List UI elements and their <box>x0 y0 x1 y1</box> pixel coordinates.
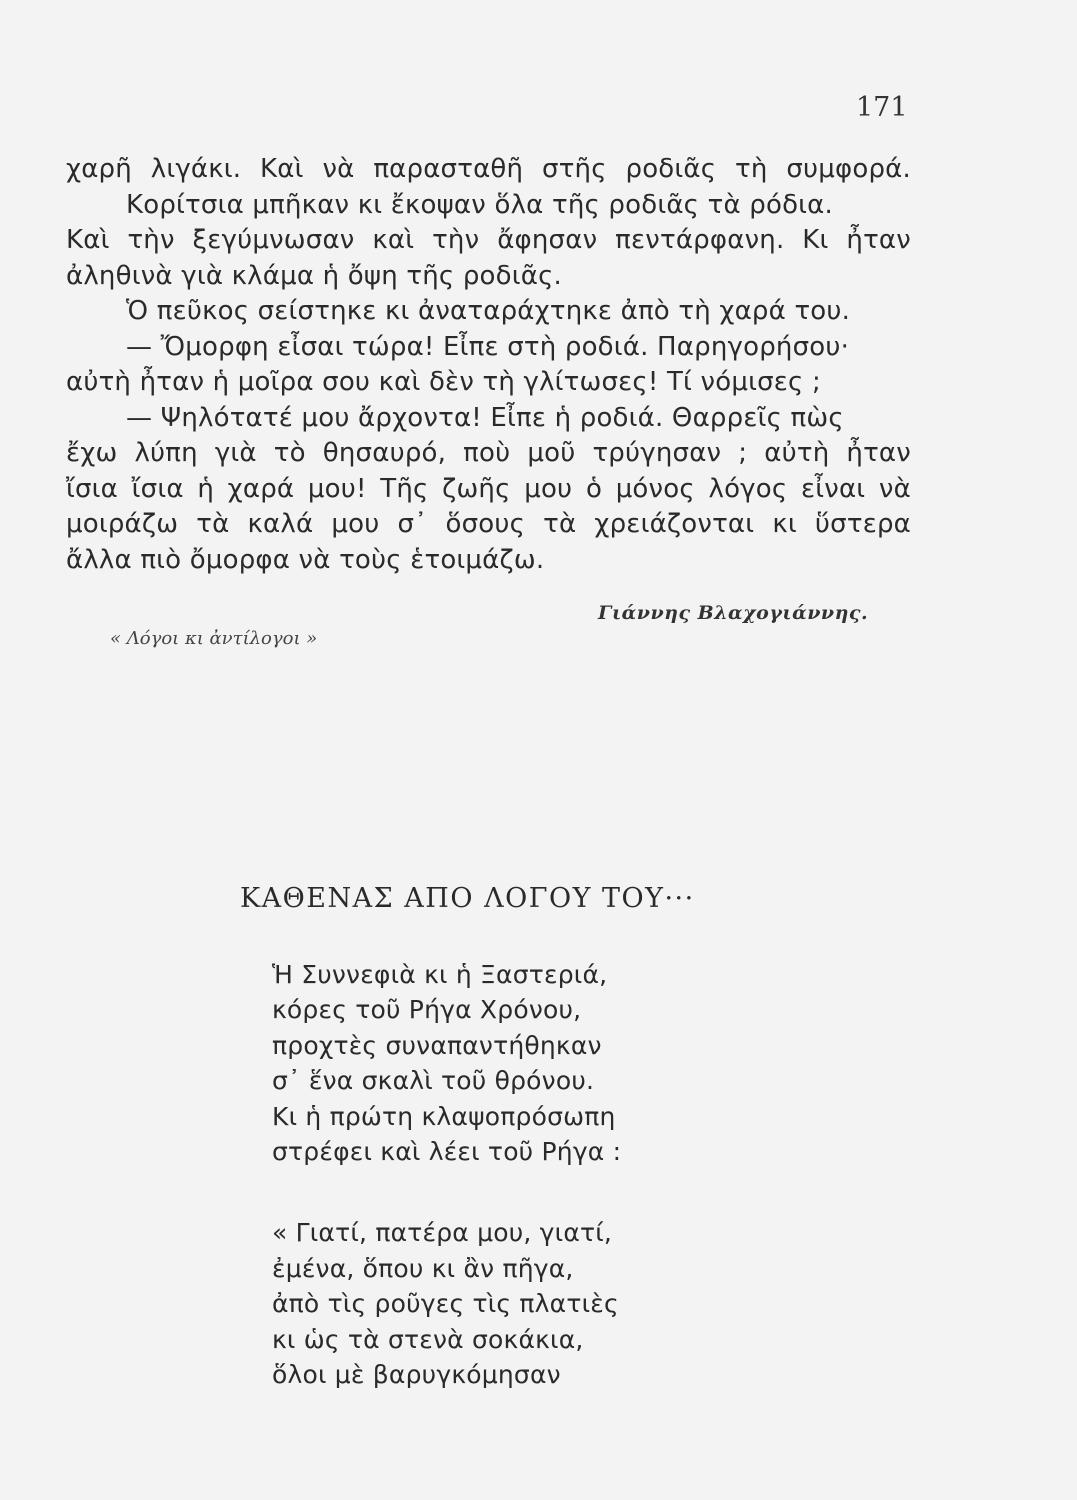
prose-line: ἔχω λύπη γιὰ τὸ θησαυρό, ποὺ μοῦ τρύγησαν ; αὐτὴ ἦταν <box>66 438 911 468</box>
poem-line: Κι ἡ πρώτη κλαψοπρόσωπη <box>272 1101 616 1131</box>
prose-line: Κορίτσια μπῆκαν κι ἔκοψαν ὅλα τῆς ροδιᾶς τὰ ρόδια. <box>126 189 833 220</box>
prose-line: ἴσια ἴσια ἡ χαρά μου! Τῆς ζωῆς μου ὁ μόνος λόγος εἶναι νὰ <box>66 473 911 504</box>
poem-line: κι ὡς τὰ στενὰ σοκάκια, <box>272 1324 584 1354</box>
poem-line: ὅλοι μὲ βαρυγκόμησαν <box>272 1359 561 1389</box>
poem-line: Ἡ Συννεφιὰ κι ἡ Ξαστεριά, <box>272 960 608 989</box>
prose-block <box>66 152 911 578</box>
poem-line: σ᾽ ἕνα σκαλὶ τοῦ θρόνου. <box>272 1066 595 1096</box>
author-signature: Γιάννης Βλαχογιάννης. <box>598 602 869 624</box>
prose-line: αὐτὴ ἦταν ἡ μοῖρα σου καὶ δὲν τὴ γλίτωσες! Τί νόμισες ; <box>66 367 821 397</box>
prose-line: Ὁ πεῦκος σείστηκε κι ἀναταράχτηκε ἀπὸ τὴ χαρά του. <box>126 296 851 326</box>
poem-line: ἀπὸ τὶς ροῦγες τὶς πλατιὲς <box>272 1289 619 1319</box>
poem-line: προχτὲς συναπαντήθηκαν <box>272 1030 602 1060</box>
poem-body <box>272 957 832 1392</box>
prose-line: Καὶ τὴν ξεγύμνωσαν καὶ τὴν ἄφησαν πεντάρφανη. Κι ἦταν <box>66 225 911 255</box>
poem-line: κόρες τοῦ Ρήγα Χρόνου, <box>272 995 582 1025</box>
prose-line: ἄλλα πιὸ ὄμορφα νὰ τοὺς ἑτοιμάζω. <box>66 544 545 575</box>
stanza-gap <box>272 1169 832 1215</box>
prose-line: μοιράζω τὰ καλά μου σ᾽ ὅσους τὰ χρειάζονται κι ὕστερα <box>66 509 911 539</box>
poem-line: « Γιατί, πατέρα μου, γιατί, <box>272 1218 613 1248</box>
prose-line: — Ψηλότατέ μου ἄρχοντα! Εἶπε ἡ ροδιά. Θαρρεῖς πὼς <box>126 402 844 433</box>
prose-line: χαρῆ λιγάκι. Καὶ νὰ παρασταθῆ στῆς ροδιᾶς τὴ συμφορά. <box>66 154 911 184</box>
page-number: 171 <box>856 92 908 123</box>
prose-line: — Ὄμορφη εἶσαι τώρα! Εἶπε στὴ ροδιά. Παρηγορήσου· <box>126 331 850 362</box>
prose-line: ἀληθινὰ γιὰ κλάμα ἡ ὄψη τῆς ροδιᾶς. <box>66 260 562 291</box>
poem-line: στρέφει καὶ λέει τοῦ Ρήγα : <box>272 1136 622 1166</box>
poem-title: ΚΑΘΕΝΑΣ ΑΠΟ ΛΟΓΟΥ ΤΟΥ··· <box>240 883 695 914</box>
poem-line: ἐμένα, ὅπου κι ἂν πῆγα, <box>272 1253 574 1283</box>
source-citation: « Λόγοι κι ἀντίλογοι » <box>110 628 318 649</box>
